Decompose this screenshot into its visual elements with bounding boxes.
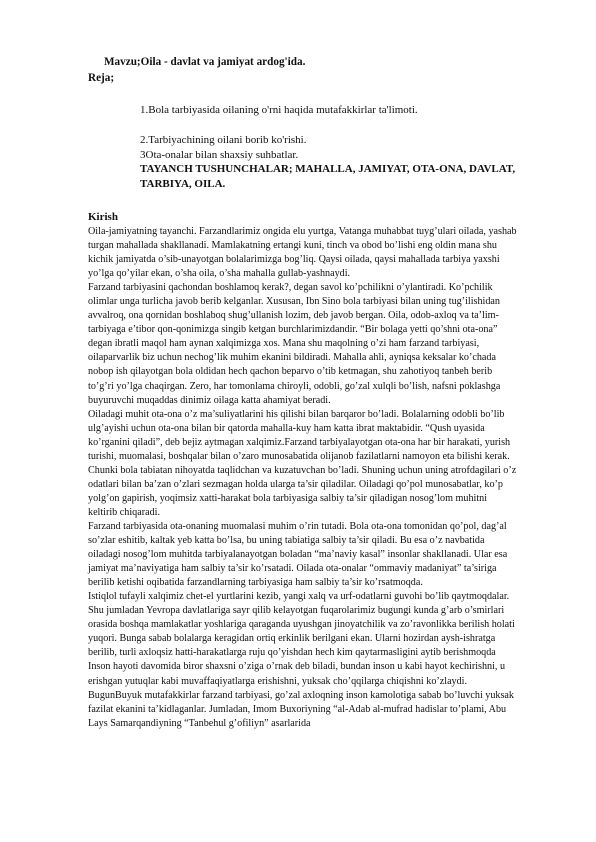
intro-heading: Kirish: [88, 211, 118, 223]
plan-item-1: 1.Bola tarbiyasida oilaning o'rni haqida mutafakkirlar ta'limoti.: [140, 104, 418, 116]
paragraph: Farzand tarbiyasida ota-onaning muomalasi muhim o’rin tutadi. Bola ota-ona tomonidan qo’pol, dag’al so’zlar eshitib, kaltak yeb katta bo’lsa, bu uning tabiatiga salbiy ta’sir qiladi. Bu esa o’z navbatida oiladagi nosog’lom muhitda tarbiyalanayotgan boladan “ma’naviy kasal” insonlar shakllanadi. Ular esa jamiyat ma’naviyatiga ham salbiy ta’sir ko’rsatadi. Oilada ota-onalar “ommaviy madaniyat” ta’siriga berilib ketishi oqibatida farzandlarning tarbiyasiga ham salbiy ta’sir ko’rsatmoqda.: [88, 520, 508, 589]
paragraph: Inson hayoti davomida biror shaxsni o’ziga o’rnak deb biladi, bundan inson u kabi hayot kechirishni, u erishgan yutuqlar kabi muvaffaqiyatlarga erishishni, yuksak cho’qqilarga chiqishni ko’zlaydi. BugunBuyuk mutafakkirlar farzand tarbiyasi, go’zal axloqning inson kamolotiga sabab bo’luvchi yuksak fazilat ekanini ta’kidlaganlar. Jumladan, Imom Buxoriyning “al-Adab al-mufrad hadislar to’plami, Abu Lays Samarqandiyning “Tanbehul g’ofiliyn” asarlarida: [88, 661, 514, 729]
paragraph: Istiqlol tufayli xalqimiz chet-el yurtlarini kezib, yangi xalq va urf-odatlarni guvohi bo’lib qaytmoqdalar. Shu jumladan Yevropa davlatlariga sayr qilib kelayotgan fuqarolarimiz bugungi kunda g’arb o’smirlari orasida boshqa mamlakatlar yoshlariga qaraganda uyushgan jinoyatchilik va zo’ravonlikka berilish holati yuqori. Bunga sabab bolalarga keragidan ortiq erkinlik berilgani ekan. Ularni hozirdan aysh-ishratga berilib, turli axloqsiz hatti-harakatlarga ruju qo’yishdan hech kim qaytarmasligini aytib berishmoqda: [88, 591, 515, 659]
plan-item-2: 2.Tarbiyachining oilani borib ko'rishi.: [140, 134, 307, 146]
plan-heading: Reja;: [88, 72, 115, 84]
paragraph: Farzand tarbiyasini qachondan boshlamoq kerak?, degan savol ko’pchilikni o’ylantiradi. Ko’pchilik olimlar unga turlicha javob berib kelganlar. Xususan, Ibn Sino bola tarbiyasi bilan uning tug’ilishidan avvalroq, ona qornidan boshlaboq shug’ullanish lozim, deb javob bergan. Oila, odob-axloq va ta’lim-tarbiyaga e’tibor qon-qonimizga singib ketgan burchlarimizdandir. “Bir bolaga yetti qo’shni ota-ona” degan ibratli maqol ham aynan xalqimizga xos. Mana shu maqolning o’zi ham farzand tarbiyasi, oilaparvarlik biz uchun nechog’lik muhim ekanini bildiradi. Mahalla ahli, ayniqsa keksalar ko’chada nobop ish qilayotgan bola oldidan hech qachon beparvo o’tib ketmagan, shu zahotiyoq tanbeh berib to’g’ri yo’lga chaqirgan. Zero, har tomonlama chiroyli, odobli, go’zal xulqli bo’lish, nafsni poklashga buyuruvchi muqaddas dinimiz oilaga katta ahamiyat beradi.: [88, 282, 501, 406]
paragraph: Oila-jamiyatning tayanchi. Farzandlarimiz ongida elu yurtga, Vatanga muhabbat tuyg’ulari oilada, yashab turgan mahallada shakllanadi. Mamlakatning ertangi kuni, tinch va obod bo’lishi eng oldin mana shu kichik jamiyatda o’sib-unayotgan bolalarimizga bog’liq. Qaysi oilada, qaysi mahallada tarbiya yaxshi yo’lga qo’yilar ekan, o’sha oila, o’sha mahalla gullab-yashnaydi.: [88, 226, 517, 280]
plan-item-3: 3Ota-onalar bilan shaxsiy suhbatlar.: [140, 149, 299, 161]
body-text: [88, 225, 518, 731]
paragraph: Oiladagi muhit ota-ona o’z ma’suliyatlarini his qilishi bilan barqaror bo’ladi. Bolalarning odobli bo’lib ulg’ayishi uchun ota-ona bilan bir qatorda mahalla-kuy ham katta ibrat maktabidir. “Qush uyasida ko’rganini qiladi”, deb bejiz aytmagan xalqimiz.Farzand tarbiyalayotgan ota-ona har bir harakati, yurish turishi, muomalasi, boshqalar bilan o’zaro munosabatida olijanob fazilatlarni namoyon eta bilishi kerak. Chunki bola tabiatan nihoyatda taqlidchan va kuzatuvchan bo’ladi. Shuning uchun uning atrofdagilari o’z odatlari bilan ba’zan o’zlari sezmagan holda ularga ta’sir qiladilar. Oiladagi qo’pol munosabatlar, ko’p yolg’on gapirish, yoqimsiz xatti-harakat bola tarbiyasiga salbiy ta’sir qiladigan nosog’lom muhitni keltirib chiqaradi.: [88, 408, 517, 518]
topic-title: Mavzu;Oila - davlat va jamiyat ardog'ida.: [104, 56, 306, 68]
key-concepts: TAYANCH TUSHUNCHALAR; MAHALLA, JAMIYAT, OTA-ONA, DAVLAT, TARBIYA, OILA.: [140, 163, 516, 190]
